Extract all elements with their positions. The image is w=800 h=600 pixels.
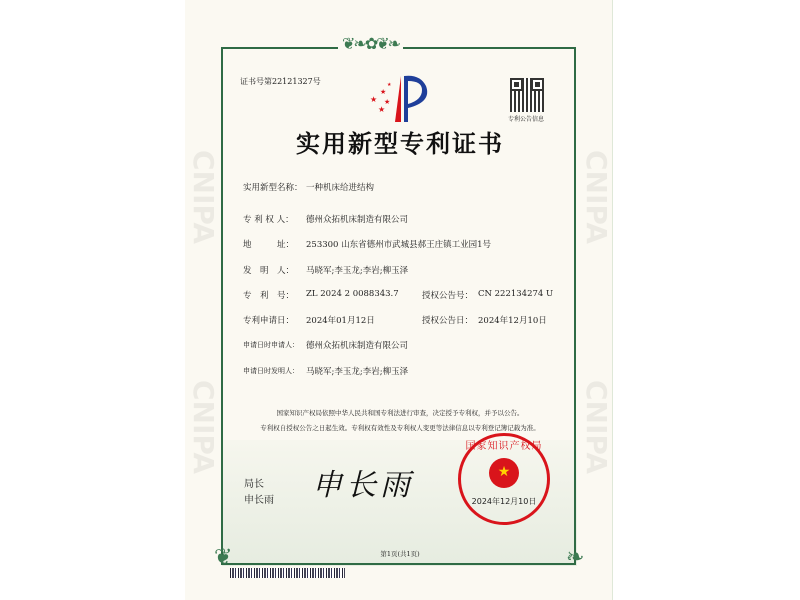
field-label: 专利申请日： bbox=[243, 316, 295, 326]
svg-text:★: ★ bbox=[370, 95, 378, 104]
field-value: 2024年12月10日 bbox=[478, 316, 547, 326]
national-emblem-icon: ★ bbox=[489, 458, 519, 488]
field-label: 授权公告日： bbox=[422, 316, 474, 326]
barcode bbox=[230, 568, 345, 578]
cnipa-logo bbox=[368, 72, 434, 124]
svg-text:★: ★ bbox=[387, 82, 392, 88]
field-value: 马晓军;李玉龙;李岩;柳玉泽 bbox=[306, 266, 409, 276]
official-seal bbox=[458, 433, 550, 525]
field-label: 授权公告号： bbox=[422, 291, 474, 301]
field-value: 德州众拓机床制造有限公司 bbox=[306, 341, 409, 351]
seal-text: 国家知识产权局 bbox=[465, 441, 543, 452]
field-value: CN 222134274 U bbox=[478, 289, 554, 299]
corner-ornament-icon: ❧ bbox=[566, 545, 583, 570]
corner-ornament-icon: ❦ bbox=[214, 545, 231, 570]
field-value: 2024年01月12日 bbox=[306, 316, 375, 326]
field-label: 专 利 权 人： bbox=[243, 215, 294, 225]
certificate-number: 证书号第22121327号 bbox=[240, 77, 321, 86]
svg-text:★: ★ bbox=[378, 105, 386, 114]
signatory-name: 申长雨 bbox=[244, 495, 274, 506]
field-value: 马晓军;李玉龙;李岩;柳玉泽 bbox=[306, 367, 409, 377]
statement-line: 国家知识产权局依照中华人民共和国专利法进行审查，决定授予专利权，并予以公告。 bbox=[276, 409, 524, 417]
field-value: 一种机床给进结构 bbox=[306, 183, 375, 193]
qr-caption: 专利公告信息 bbox=[508, 116, 545, 123]
top-ornament-icon: ❦❧✿❦❧ bbox=[338, 34, 403, 53]
svg-text:★: ★ bbox=[384, 98, 391, 106]
signature: 申长雨 bbox=[312, 468, 414, 503]
svg-text:★: ★ bbox=[380, 88, 387, 96]
certificate-title: 实用新型专利证书 bbox=[296, 130, 504, 158]
field-value: ZL 2024 2 0088343.7 bbox=[306, 289, 399, 299]
statement-line: 专利权自授权公告之日起生效。专利权有效性及专利权人变更等法律信息以专利登记簿记载为准。 bbox=[260, 424, 540, 432]
watermark: CNIPA bbox=[580, 150, 613, 245]
field-label: 地 址： bbox=[243, 240, 295, 250]
seal-date: 2024年12月10日 bbox=[471, 497, 537, 506]
signatory-title: 局长 bbox=[244, 479, 264, 490]
field-label: 申请日时发明人： bbox=[243, 367, 299, 375]
qr-code[interactable] bbox=[510, 78, 544, 112]
field-label: 实用新型名称： bbox=[243, 183, 303, 193]
page-number: 第1页(共1页) bbox=[380, 550, 420, 558]
field-value: 德州众拓机床制造有限公司 bbox=[306, 215, 409, 225]
field-value: 253300 山东省德州市武城县郝王庄镇工业园1号 bbox=[306, 240, 492, 250]
watermark: CNIPA bbox=[187, 380, 220, 475]
watermark: CNIPA bbox=[187, 150, 220, 245]
field-label: 专 利 号： bbox=[243, 291, 295, 301]
field-label: 申请日时申请人： bbox=[243, 341, 299, 349]
watermark: CNIPA bbox=[580, 380, 613, 475]
field-label: 发 明 人： bbox=[243, 266, 295, 276]
